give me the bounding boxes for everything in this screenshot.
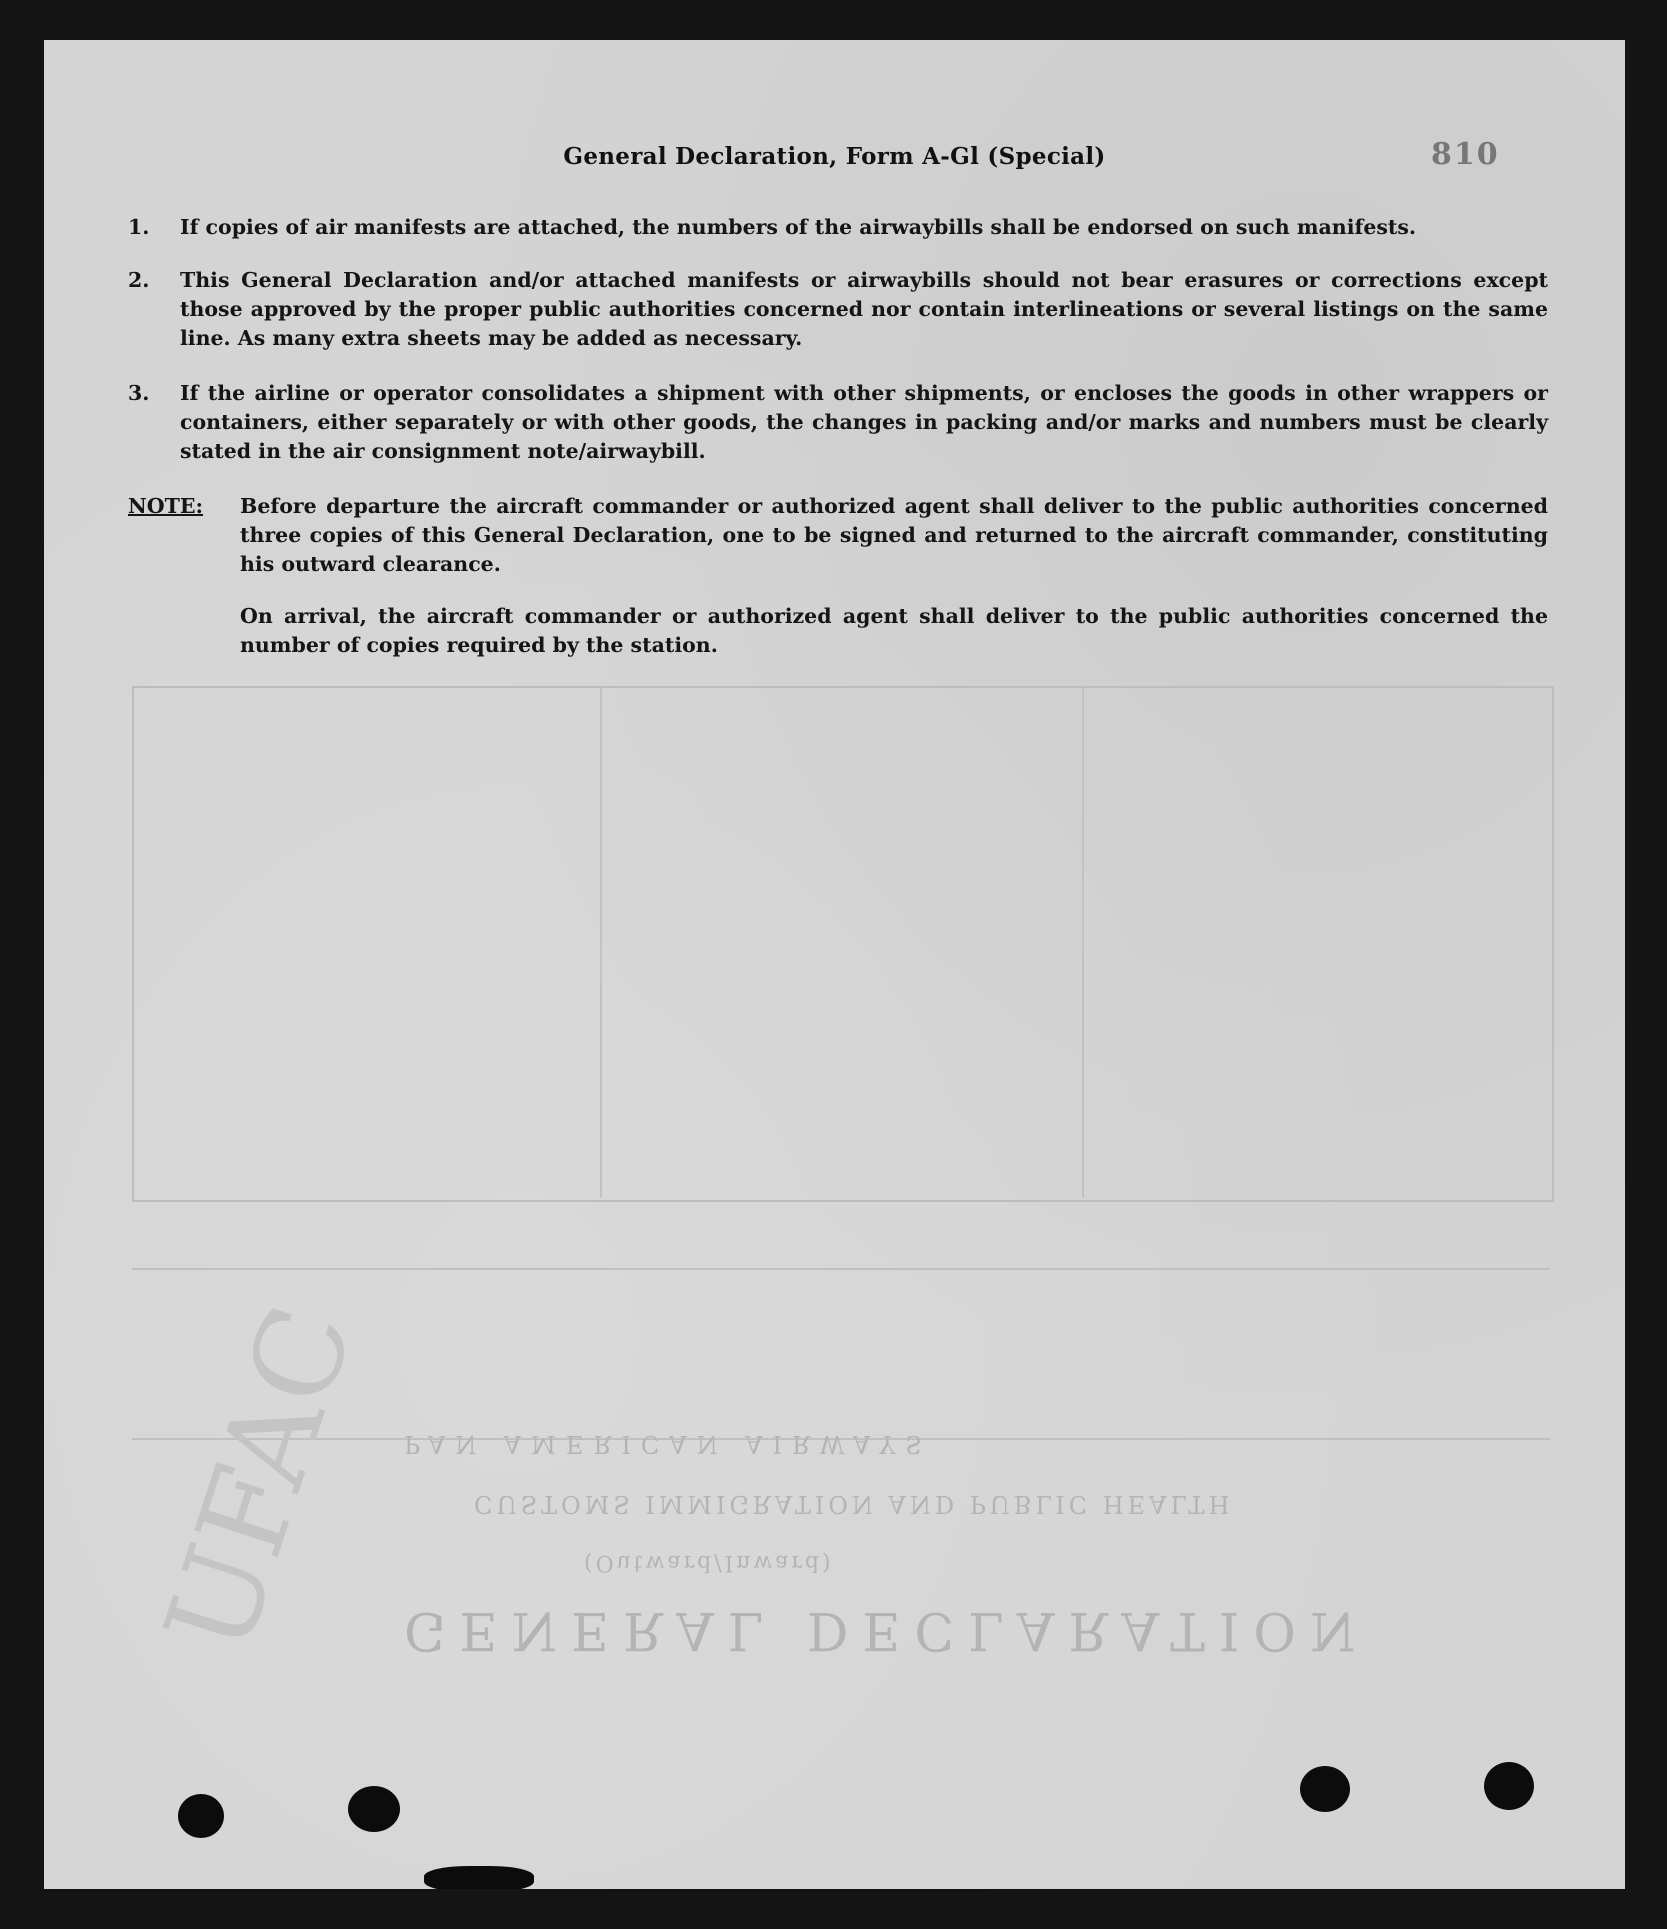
page-number: 810 xyxy=(1431,137,1500,172)
list-item xyxy=(128,266,1548,356)
note-paragraph: Before departure the aircraft commander or authorized agent shall deliver to the public authorities concerned three copies of this General Declaration, one to be signed and returned to the aircraft commander, constituting his outward clearance. xyxy=(240,494,1548,576)
punch-hole xyxy=(348,1786,400,1832)
page-title: General Declaration, Form A-Gl (Special) xyxy=(563,143,1106,170)
note-label: NOTE: xyxy=(128,494,204,518)
item-text: If copies of air manifests are attached, the numbers of the airwaybills shall be endorsed on such manifests. xyxy=(180,215,1417,239)
item-text: This General Declaration and/or attached manifests or airwaybills should not bear erasures or corrections except those approved by the proper public authorities concerned nor contain interlineations or several listings on the same line. As many extra sheets may be added as necessary. xyxy=(180,268,1548,350)
note-paragraph: On arrival, the aircraft commander or authorized agent shall deliver to the public authorities concerned the number of copies required by the station. xyxy=(240,604,1548,657)
punch-hole xyxy=(178,1794,224,1838)
item-number: 2. xyxy=(128,268,150,292)
item-number: 3. xyxy=(128,381,150,405)
item-text: If the airline or operator consolidates a shipment with other shipments, or encloses the goods in other wrappers or containers, either separately or with other goods, the changes in packing and/or marks and numbers must be clearly stated in the air consignment note/airwaybill. xyxy=(180,381,1548,463)
punch-hole xyxy=(1484,1762,1534,1810)
ink-smudge xyxy=(424,1866,534,1889)
list-item xyxy=(128,213,1548,243)
document-page: GENERAL DECLARATION CUSTOMS IMMIGRATION AND PUBLIC HEALTH (Outward/Inward) PAN AMERICAN AIRWAYS UFAC General Declaration, Form A-Gl (Special) 810 1. If copies of air manifests are attached, the numbers of the airwaybills shall be endorsed on such manifests. 2. This General Declaration and/or attached manifests or airwaybills should not bear erasures or corrections except those approved by the proper public authorities concerned nor contain interlineations or several listings on the same line. As many extra sheets may be added as necessary. 3. If the airline or operator consolidates a shipment with other shipments, or encloses the goods in other wrappers or containers, either separately or with other goods, the changes in packing and/or marks and numbers must be clearly stated in the air consignment note/airwaybill. NOTE: Before departure the aircraft commander or authorized agent shall deliver to the public authorities concerned three copies of this General Declaration, one to be signed and returned to the aircraft commander, constituting his outward clearance. On arrival, the aircraft commander or authorized agent shall deliver to the public authorities concerned the number of copies required by the station. xyxy=(44,40,1625,1889)
list-item xyxy=(128,379,1548,469)
item-number: 1. xyxy=(128,215,150,239)
punch-hole xyxy=(1300,1766,1350,1812)
